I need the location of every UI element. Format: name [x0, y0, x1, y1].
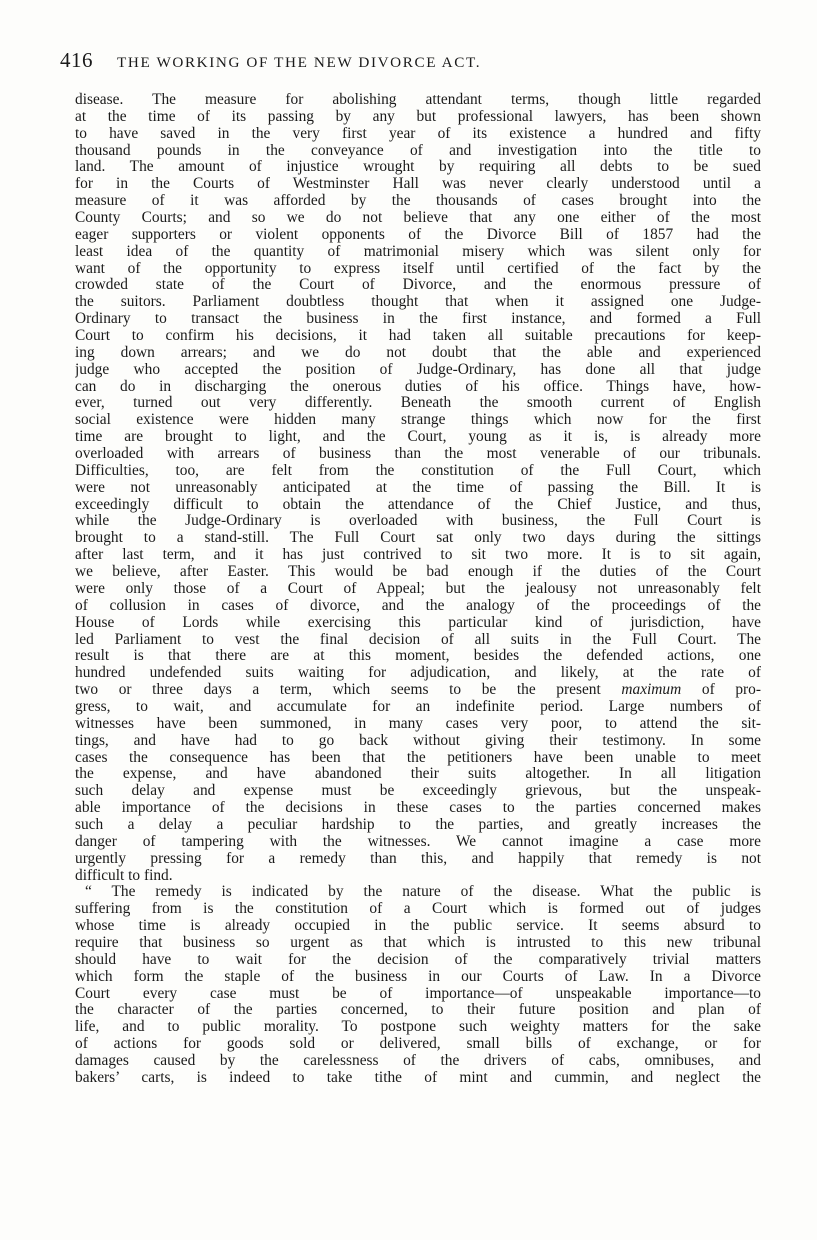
text-line: life, and to public morality. To postpone such weighty matters for the sake: [75, 1019, 761, 1036]
text-line: of collusion in cases of divorce, and the analogy of the proceedings of the: [75, 597, 761, 614]
text-line: ing down arrears; and we do not doubt that the able and experienced: [75, 344, 761, 361]
text-line: danger of tampering with the witnesses. We cannot imagine a case more: [75, 833, 761, 850]
running-title: THE WORKING OF THE NEW DIVORCE ACT.: [117, 54, 482, 71]
text-line: for in the Courts of Westminster Hall was never clearly understood until a: [75, 176, 761, 193]
text-line: were only those of a Court of Appeal; but the jealousy not unreasonably felt: [75, 580, 761, 597]
text-line: at the time of its passing by any but professional lawyers, has been shown: [75, 108, 761, 125]
text-line: House of Lords while exercising this particular kind of jurisdiction, have: [75, 614, 761, 631]
text-line: brought to a stand-still. The Full Court sat only two days during the sittings: [75, 530, 761, 547]
text-line: difficult to find.: [75, 867, 173, 884]
text-line: overloaded with arrears of business than the most venerable of our tribunals.: [75, 446, 761, 463]
text-line: suffering from is the constitution of a Court which is formed out of judges: [75, 901, 761, 918]
text-line: crowded state of the Court of Divorce, and the enormous pressure of: [75, 277, 761, 294]
text-line: while the Judge-Ordinary is overloaded with business, the Full Court is: [75, 513, 761, 530]
text-line: disease. The measure for abolishing attendant terms, though little regarded: [75, 92, 761, 108]
page-number: 416: [60, 48, 93, 72]
text-line: whose time is already occupied in the public service. It seems absurd to: [75, 918, 761, 935]
text-line: of actions for goods sold or delivered, small bills of exchange, or for: [75, 1036, 761, 1053]
text-line: can do in discharging the onerous duties of his office. Things have, how-: [75, 378, 761, 395]
text-line: to have saved in the very first year of its existence a hundred and fifty: [75, 125, 761, 142]
text-line: “ The remedy is indicated by the nature of the disease. What the public is: [85, 884, 761, 901]
text-line: land. The amount of injustice wrought by requiring all debts to be sued: [75, 159, 761, 176]
text-line: ever, turned out very differently. Beneath the smooth current of English: [75, 395, 761, 412]
text-line: exceedingly difficult to obtain the attendance of the Chief Justice, and thus,: [75, 496, 761, 513]
text-line: least idea of the quantity of matrimonial misery which was silent only for: [75, 243, 761, 260]
text-line: should have to wait for the decision of the comparatively trivial matters: [75, 951, 761, 968]
text-line: cases the consequence has been that the petitioners have been unable to meet: [75, 749, 761, 766]
text-line: Court to confirm his decisions, it had taken all suitable precautions for keep-: [75, 328, 761, 345]
text-line: damages caused by the carelessness of the drivers of cabs, omnibuses, and: [75, 1052, 761, 1069]
text-line: social existence were hidden many strange things which now for the first: [75, 412, 761, 429]
text-line: want of the opportunity to express itself until certified of the fact by the: [75, 260, 761, 277]
text-line: eager supporters or violent opponents of the Divorce Bill of 1857 had the: [75, 226, 761, 243]
text-line: such delay and expense must be exceedingly grievous, but the unspeak-: [75, 783, 761, 800]
running-head: [60, 48, 760, 78]
text-line: measure of it was afforded by the thousands of cases brought into the: [75, 193, 761, 210]
italic-word: maximum: [621, 682, 682, 699]
text-line: the character of the parties concerned, to their future position and plan of: [75, 1002, 761, 1019]
text-line: the expense, and have abandoned their suits altogether. In all litigation: [75, 766, 761, 783]
text-line: urgently pressing for a remedy than this, and happily that remedy is not: [75, 850, 761, 867]
text-line: result is that there are at this moment, besides the defended actions, one: [75, 648, 761, 665]
text-line: led Parliament to vest the final decision of all suits in the Full Court. The: [75, 631, 761, 648]
text-span: of pro-: [701, 682, 761, 699]
text-line: Court every case must be of importance—of unspeakable importance—to: [75, 985, 761, 1002]
text-line: which form the staple of the business in our Courts of Law. In a Divorce: [75, 968, 761, 985]
text-line: we believe, after Easter. This would be bad enough if the duties of the Court: [75, 564, 761, 581]
text-line: gress, to wait, and accumulate for an indefinite period. Large numbers of: [75, 698, 761, 715]
text-line: require that business so urgent as that which is intrusted to this new tribunal: [75, 934, 761, 951]
text-line: County Courts; and so we do not believe that any one either of the most: [75, 210, 761, 227]
text-line: such a delay a peculiar hardship to the parties, and greatly increases the: [75, 816, 761, 833]
text-line: judge who accepted the position of Judge-Ordinary, has done all that judge: [75, 361, 761, 378]
text-line: Ordinary to transact the business in the first instance, and formed a Full: [75, 311, 761, 328]
body-text: [75, 92, 761, 1087]
text-line: bakers’ carts, is indeed to take tithe of mint and cummin, and neglect the: [75, 1069, 761, 1086]
text-line: tings, and have had to go back without giving their testimony. In some: [75, 732, 761, 749]
text-line: thousand pounds in the conveyance of and investigation into the title to: [75, 142, 761, 159]
text-span: two or three days a term, which seems to be the present: [75, 682, 601, 699]
text-line: witnesses have been summoned, in many cases very poor, to attend the sit-: [75, 715, 761, 732]
text-line: were not unreasonably anticipated at the time of passing the Bill. It is: [75, 479, 761, 496]
text-line: time are brought to light, and the Court, young as it is, is already more: [75, 429, 761, 446]
text-line: after last term, and it has just contrived to sit two more. It is to sit again,: [75, 547, 761, 564]
text-line: [75, 682, 761, 699]
text-line: hundred undefended suits waiting for adjudication, and likely, at the rate of: [75, 665, 761, 682]
text-line: Difficulties, too, are felt from the constitution of the Full Court, which: [75, 462, 761, 479]
text-line: able importance of the decisions in these cases to the parties concerned makes: [75, 800, 761, 817]
text-line: the suitors. Parliament doubtless thought that when it assigned one Judge-: [75, 294, 761, 311]
